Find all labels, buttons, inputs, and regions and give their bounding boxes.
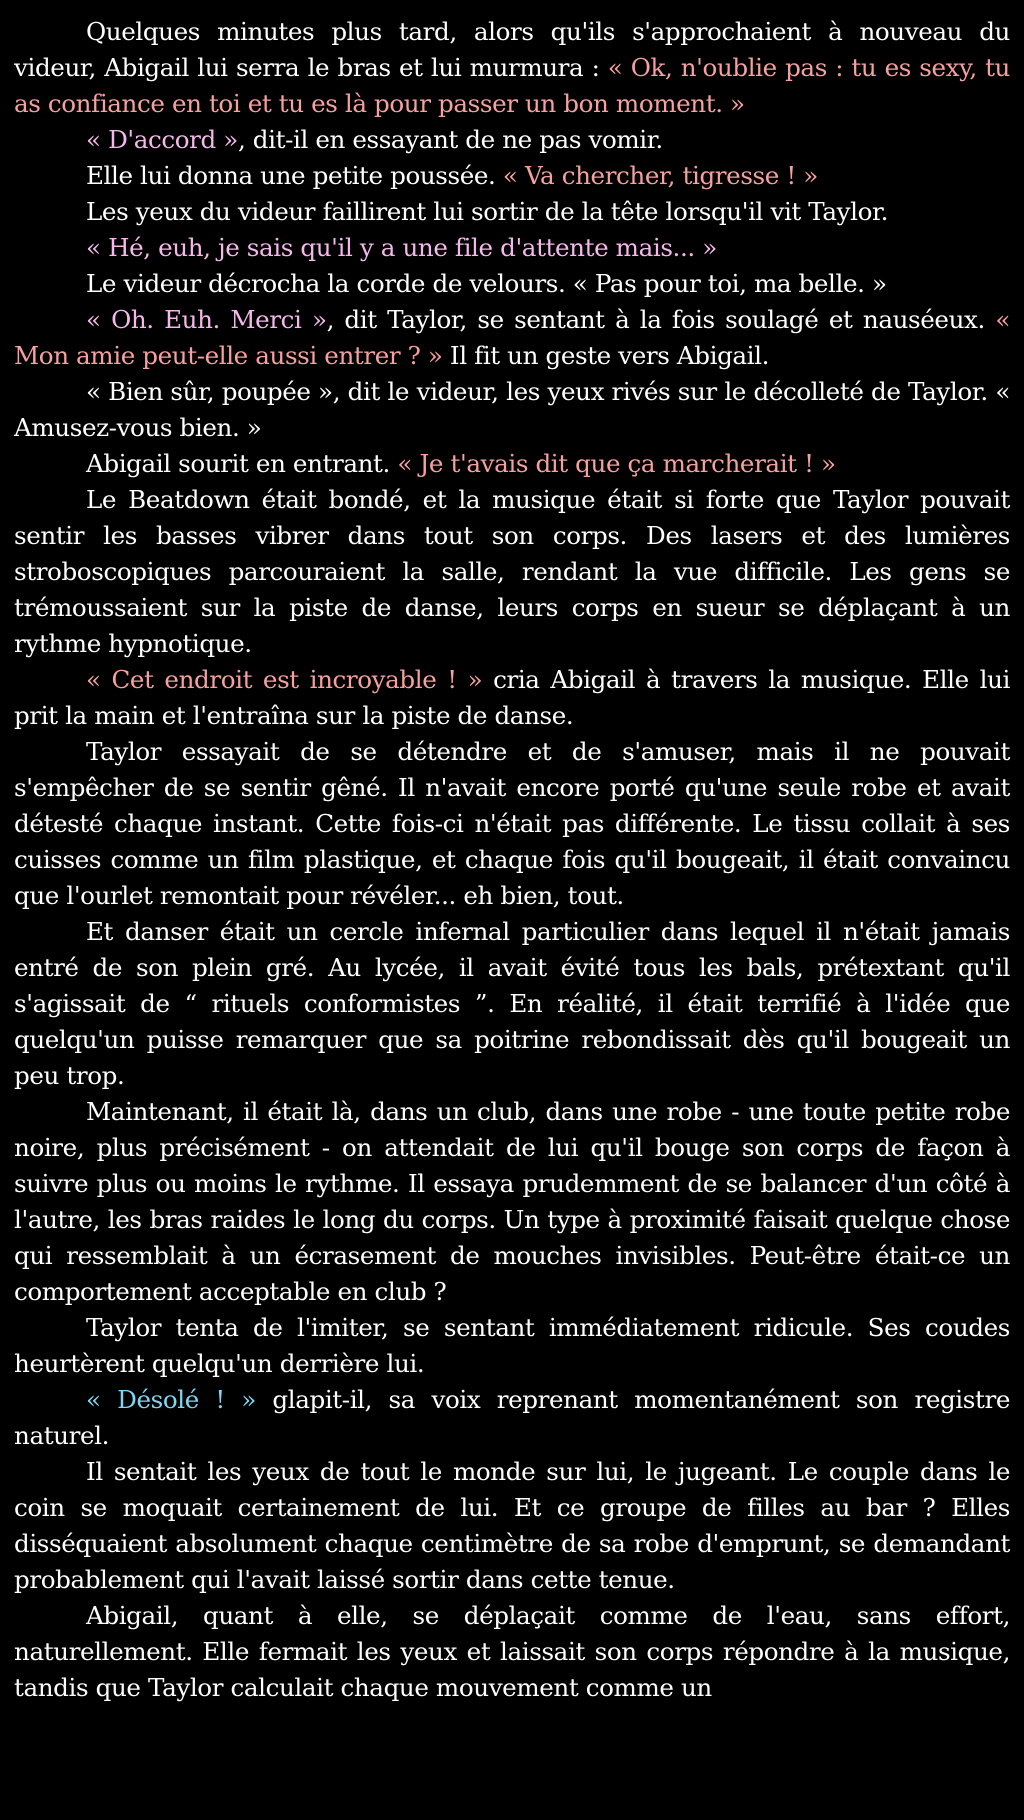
- paragraph: [14, 302, 1010, 374]
- paragraph: [14, 122, 1010, 158]
- narration-text: , dit Taylor, se sentant à la fois soulagé et nauséeux.: [326, 305, 996, 334]
- narration-text: « Bien sûr, poupée », dit le videur, les yeux rivés sur le décolleté de Taylor. « Amusez-vous bien. »: [14, 377, 1010, 442]
- narration-text: Maintenant, il était là, dans un club, dans une robe - une toute petite robe noire, plus précisément - on attendait de lui qu'il bouge son corps de façon à suivre plus ou moins le rythme. Il essaya prudemment de se balancer d'un côté à l'autre, les bras raides le long du corps. Un type à proximité faisait quelque chose qui ressemblait à un écrasement de mouches invisibles. Peut-être était-ce un comportement acceptable en club ?: [14, 1097, 1010, 1306]
- paragraph: [14, 1094, 1010, 1310]
- narration-text: Et danser était un cercle infernal particulier dans lequel il n'était jamais entré de son plein gré. Au lycée, il avait évité tous les bals, prétextant qu'il s'agissait de “ rituels conformistes ”. En réalité, il était terrifié à l'idée que quelqu'un puisse remarquer que sa poitrine rebondissait dès qu'il bougeait un peu trop.: [14, 917, 1010, 1090]
- abigail-dialogue: « Cet endroit est incroyable ! »: [86, 665, 483, 694]
- paragraph: [14, 1598, 1010, 1706]
- paragraph: [14, 266, 1010, 302]
- taylor-dialogue: « Oh. Euh. Merci »: [86, 305, 327, 334]
- apology-dialogue: « Désolé ! »: [86, 1385, 256, 1414]
- paragraph: [14, 230, 1010, 266]
- narration-text: Le videur décrocha la corde de velours. « Pas pour toi, ma belle. »: [86, 269, 887, 298]
- narration-text: Le Beatdown était bondé, et la musique était si forte que Taylor pouvait sentir les basses vibrer dans tout son corps. Des lasers et des lumières stroboscopiques parcouraient la salle, rendant la vue difficile. Les gens se trémoussaient sur la piste de danse, leurs corps en sueur se déplaçant à un rythme hypnotique.: [14, 485, 1010, 658]
- narration-text: Elle lui donna une petite poussée.: [86, 161, 503, 190]
- paragraph: [14, 194, 1010, 230]
- paragraph: [14, 1310, 1010, 1382]
- paragraph: [14, 158, 1010, 194]
- paragraph: [14, 14, 1010, 122]
- narration-text: Quelques minutes plus tard, alors qu'ils s'approchaient à nouveau du videur, Abigail lui serra le bras et lui murmura :: [14, 17, 1010, 82]
- story-page: [14, 14, 1010, 1706]
- narration-text: Abigail sourit en entrant.: [86, 449, 398, 478]
- taylor-dialogue: « D'accord »: [86, 125, 238, 154]
- narration-text: Taylor essayait de se détendre et de s'amuser, mais il ne pouvait s'empêcher de se sentir gêné. Il n'avait encore porté qu'une seule robe et avait détesté chaque instant. Cette fois-ci n'était pas différente. Le tissu collait à ses cuisses comme un film plastique, et chaque fois qu'il bougeait, il était convaincu que l'ourlet remontait pour révéler... eh bien, tout.: [14, 737, 1010, 910]
- narration-text: Taylor tenta de l'imiter, se sentant immédiatement ridicule. Ses coudes heurtèrent quelqu'un derrière lui.: [14, 1313, 1010, 1378]
- paragraph: [14, 482, 1010, 662]
- abigail-dialogue: « Mon amie peut-elle aussi entrer ? »: [14, 305, 1010, 370]
- taylor-dialogue: « Hé, euh, je sais qu'il y a une file d'attente mais... »: [86, 233, 717, 262]
- paragraph: [14, 446, 1010, 482]
- paragraph: [14, 914, 1010, 1094]
- narration-text: cria Abigail à travers la musique. Elle lui prit la main et l'entraîna sur la piste de danse.: [14, 665, 1010, 730]
- narration-text: Abigail, quant à elle, se déplaçait comme de l'eau, sans effort, naturellement. Elle fermait les yeux et laissait son corps répondre à la musique, tandis que Taylor calculait chaque mouvement comme un: [14, 1601, 1010, 1702]
- abigail-dialogue: « Ok, n'oublie pas : tu es sexy, tu as confiance en toi et tu es là pour passer un bon moment. »: [14, 53, 1011, 118]
- paragraph: [14, 1454, 1010, 1598]
- narration-text: Il fit un geste vers Abigail.: [442, 341, 770, 370]
- abigail-dialogue: « Je t'avais dit que ça marcherait ! »: [397, 449, 836, 478]
- paragraph: [14, 734, 1010, 914]
- narration-text: glapit-il, sa voix reprenant momentanément son registre naturel.: [14, 1385, 1010, 1450]
- paragraph: [14, 374, 1010, 446]
- paragraph: [14, 662, 1010, 734]
- narration-text: , dit-il en essayant de ne pas vomir.: [237, 125, 663, 154]
- abigail-dialogue: « Va chercher, tigresse ! »: [502, 161, 818, 190]
- narration-text: Il sentait les yeux de tout le monde sur lui, le jugeant. Le couple dans le coin se moquait certainement de lui. Et ce groupe de filles au bar ? Elles disséquaient absolument chaque centimètre de sa robe d'emprunt, se demandant probablement qui l'avait laissé sortir dans cette tenue.: [14, 1457, 1010, 1594]
- narration-text: Les yeux du videur faillirent lui sortir de la tête lorsqu'il vit Taylor.: [86, 197, 889, 226]
- paragraph: [14, 1382, 1010, 1454]
